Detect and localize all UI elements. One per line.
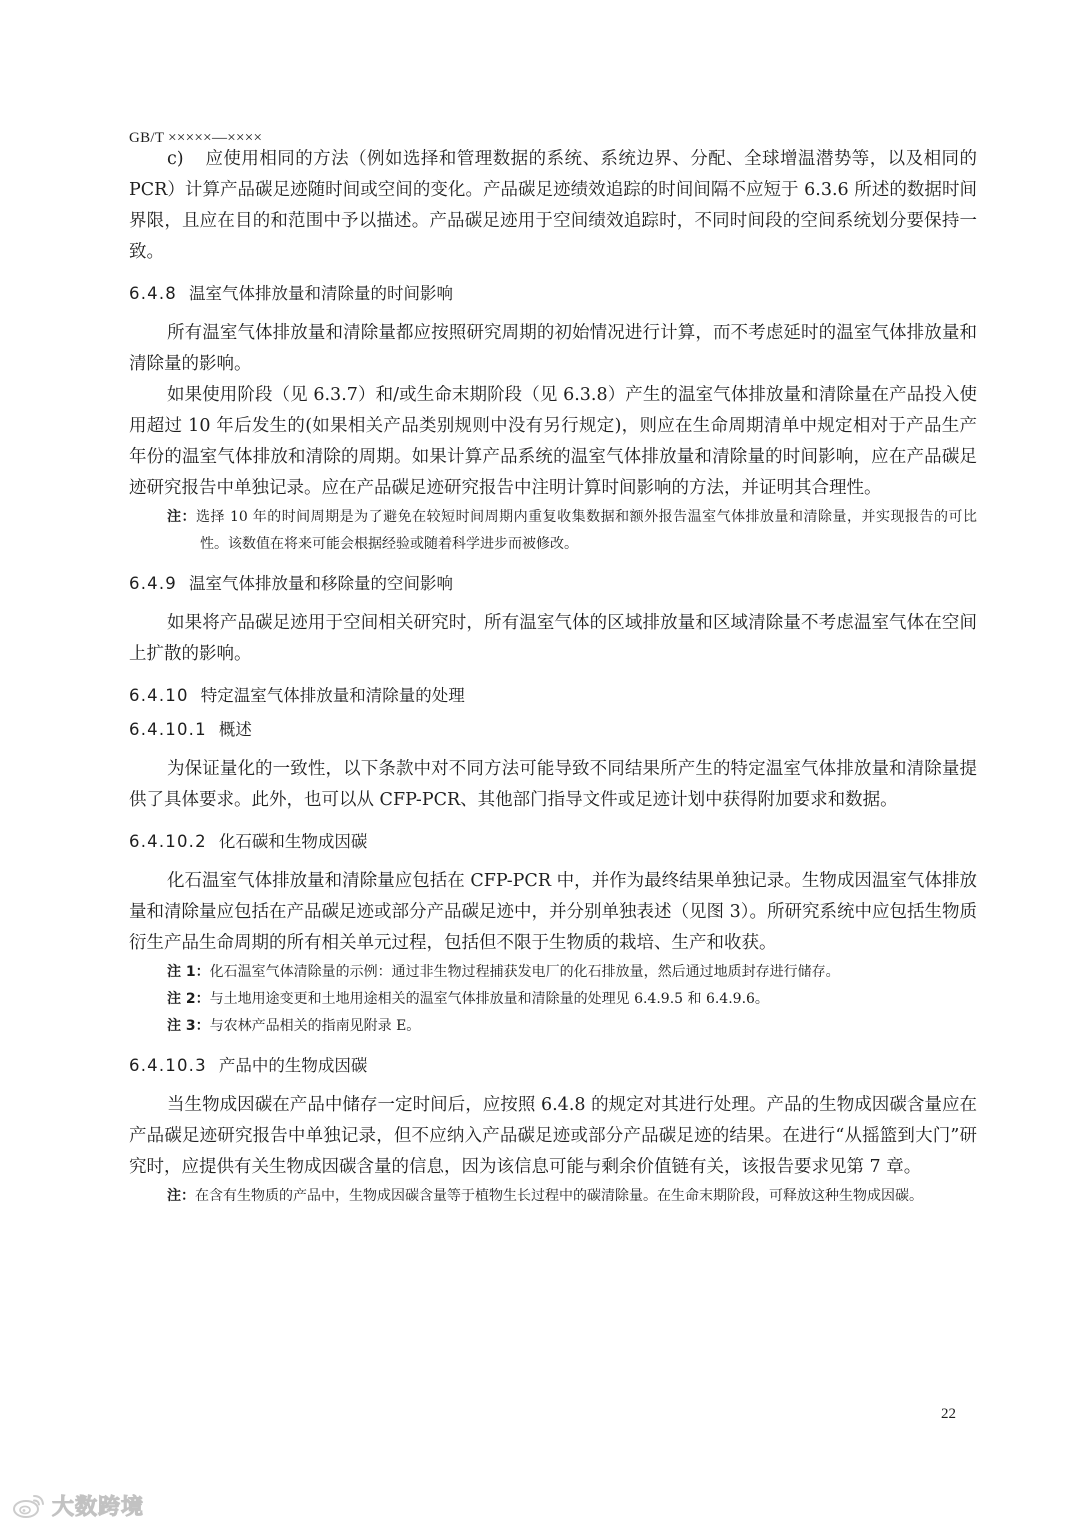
section-number: 6.4.9 [129,574,177,593]
page-content [129,144,977,1210]
list-item-text: 应使用相同的方法（例如选择和管理数据的系统、系统边界、分配、全球增温潜势等，以及相同的 PCR）计算产品碳足迹随时间或空间的变化。产品碳足迹绩效追踪的时间间隔不应短于 6.3.6 所述的数据时间界限，且应在目的和范围中予以描述。产品碳足迹用于空间绩效追踪时，不同时间段的空间系统划分要保持一致。 [129,149,977,262]
note-text: 与农林产品相关的指南见附录 E。 [209,1018,421,1034]
section-title: 概述 [218,720,252,739]
section-heading-6-4-10-3 [129,1054,977,1078]
section-heading-6-4-8 [129,282,977,306]
note-label: 注 3： [167,1018,210,1034]
document-id: GB/T ×××××—×××× [129,130,263,146]
paragraph: 所有温室气体排放量和清除量都应按照研究周期的初始情况进行计算，而不考虑延时的温室气体排放量和清除量的影响。 [129,323,977,374]
paragraph: 当生物成因碳在产品中储存一定时间后，应按照 6.4.8 的规定对其进行处理。产品的生物成因碳含量应在产品碳足迹研究报告中单独记录，但不应纳入产品碳足迹或部分产品碳足迹的结果。在进行“从摇篮到大门”研究时，应提供有关生物成因碳含量的信息，因为该信息可能与剩余价值链有关，该报告要求见第 7 章。 [129,1095,977,1177]
section-number: 6.4.10.3 [129,1056,207,1075]
section-title: 产品中的生物成因碳 [218,1056,368,1075]
section-title: 温室气体排放量和清除量的时间影响 [188,284,453,303]
section-title: 温室气体排放量和移除量的空间影响 [188,574,453,593]
weibo-logo-icon [12,1492,46,1520]
note-text: 化石温室气体清除量的示例：通过非生物过程捕获发电厂的化石排放量，然后通过地质封存进行储存。 [209,964,840,980]
section-heading-6-4-10-2 [129,830,977,854]
section-number: 6.4.10.1 [129,720,207,739]
paragraph: 如果使用阶段（见 6.3.7）和/或生命末期阶段（见 6.3.8）产生的温室气体排放量和清除量在产品投入使用超过 10 年后发生的(如果相关产品类别规则中没有另行规定)，则应在生命周期清单中规定相对于产品生产年份的温室气体排放和清除的周期。如果计算产品系统的温室气体排放量和清除量的时间影响，应在产品碳足迹研究报告中单独记录。应在产品碳足迹研究报告中注明计算时间影响的方法，并证明其合理性。 [129,385,977,498]
note-1 [129,959,977,986]
section-number: 6.4.10 [129,686,189,705]
note-text: 与土地用途变更和土地用途相关的温室气体排放量和清除量的处理见 6.4.9.5 和 6.4.9.6。 [209,991,769,1007]
watermark-text: 大数跨境 [52,1495,145,1520]
watermark [12,1490,144,1521]
note-2 [129,986,977,1013]
section-title: 特定温室气体排放量和清除量的处理 [200,686,465,705]
section-heading-6-4-10 [129,684,977,708]
paragraph: 如果将产品碳足迹用于空间相关研究时，所有温室气体的区域排放量和区域清除量不考虑温室气体在空间上扩散的影响。 [129,613,977,664]
note-label: 注 1： [167,964,210,980]
note-label: 注 2： [167,991,210,1007]
page-number: 22 [941,1406,956,1422]
section-heading-6-4-9 [129,572,977,596]
list-item-c [129,144,977,268]
note [129,504,977,558]
section-heading-6-4-10-1 [129,718,977,742]
section-number: 6.4.8 [129,284,177,303]
list-marker: c) [167,149,184,169]
note-text: 在含有生物质的产品中，生物成因碳含量等于植物生长过程中的碳清除量。在生命末期阶段，可释放这种生物成因碳。 [195,1188,923,1204]
note-label: 注： [167,509,196,525]
section-number: 6.4.10.2 [129,832,207,851]
section-title: 化石碳和生物成因碳 [218,832,368,851]
note [129,1183,977,1210]
paragraph: 化石温室气体排放量和清除量应包括在 CFP-PCR 中，并作为最终结果单独记录。生物成因温室气体排放量和清除量应包括在产品碳足迹或部分产品碳足迹中，并分别单独表述（见图 3）。所研究系统中应包括生物质衍生产品生命周期的所有相关单元过程，包括但不限于生物质的栽培、生产和收获。 [129,871,977,953]
note-3 [129,1013,977,1040]
note-text: 选择 10 年的时间周期是为了避免在较短时间周期内重复收集数据和额外报告温室气体排放量和清除量，并实现报告的可比性。该数值在将来可能会根据经验或随着科学进步而被修改。 [196,509,978,552]
paragraph: 为保证量化的一致性，以下条款中对不同方法可能导致不同结果所产生的特定温室气体排放量和清除量提供了具体要求。此外，也可以从 CFP-PCR、其他部门指导文件或足迹计划中获得附加要求和数据。 [129,759,977,810]
note-label: 注： [167,1188,195,1204]
